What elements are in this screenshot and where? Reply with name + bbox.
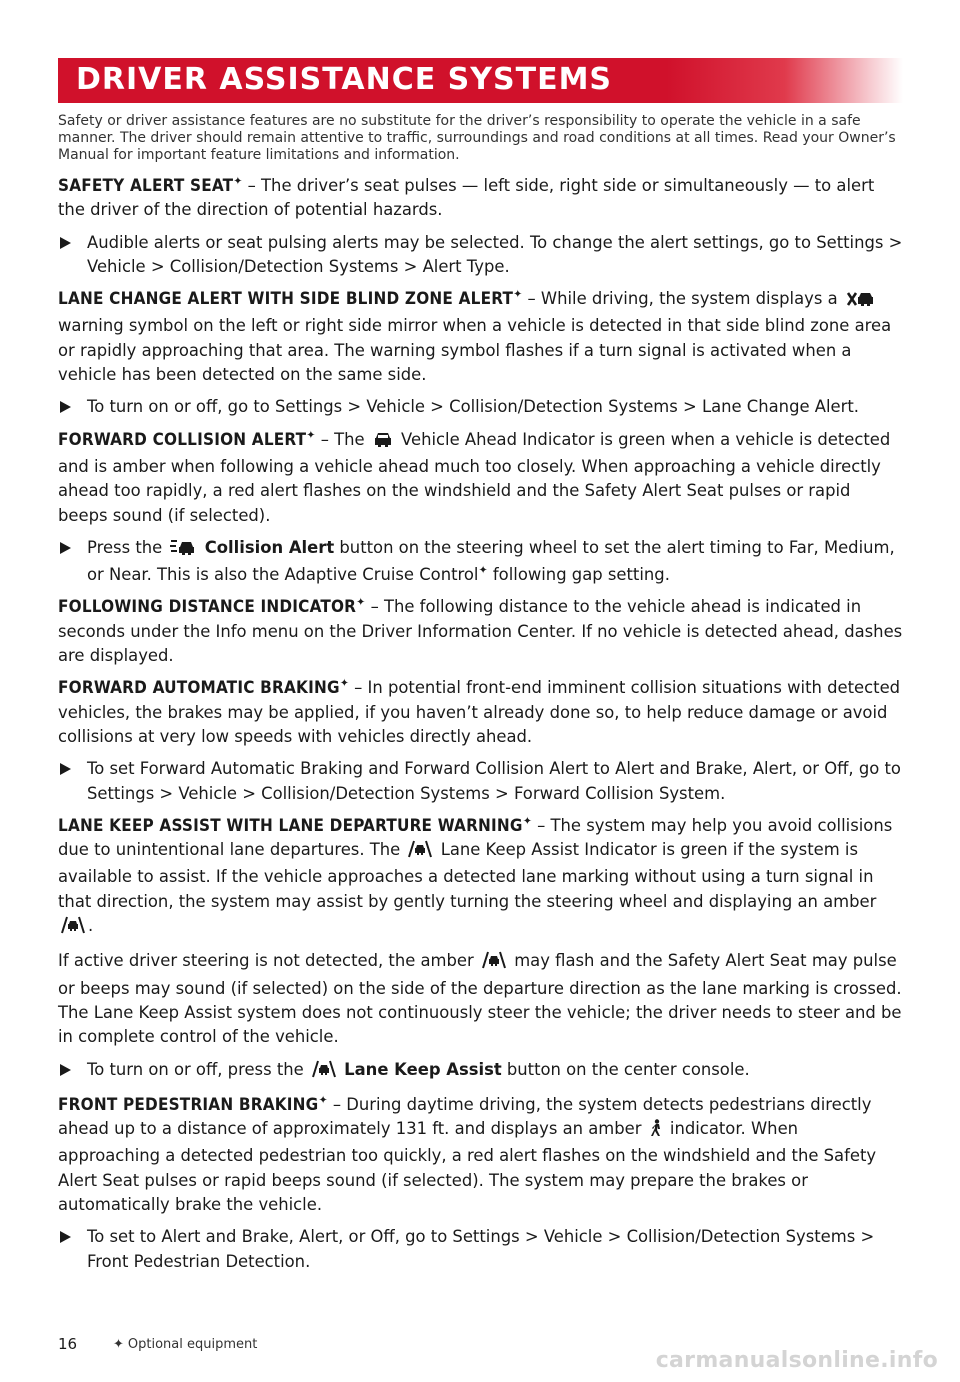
safety-alert-seat-text: – The driver’s seat pulses — left side, right side or simultaneously — to alert the driver of the direction of potential hazards. bbox=[58, 176, 875, 220]
optional-star-icon: ✦ bbox=[513, 287, 523, 301]
front-pedestrian-braking-paragraph bbox=[58, 1093, 904, 1217]
optional-star-icon: ✦ bbox=[306, 428, 316, 442]
optional-star-icon: ✦ bbox=[318, 1093, 328, 1107]
bullet-arrow-icon bbox=[60, 1064, 71, 1076]
page-number: 16 bbox=[58, 1335, 78, 1353]
lane-keep-assist-heading: LANE KEEP ASSIST WITH LANE DEPARTURE WARNING bbox=[58, 815, 523, 836]
bullet-text-a: Press the bbox=[87, 537, 163, 557]
bullet-text: Audible alerts or seat pulsing alerts may be selected. To change the alert settings, go to Settings > Vehicle > Collision/Detection Systems > Alert Type. bbox=[87, 232, 903, 276]
forward-collision-alert-paragraph bbox=[58, 428, 904, 528]
lane-keep-assist-paragraph-2 bbox=[58, 949, 904, 1049]
forward-automatic-braking-paragraph bbox=[58, 676, 904, 749]
front-pedestrian-braking-text-a: – During daytime driving, the system detects pedestrians directly ahead up to a distance of approximately 131 ft. and displays an amber bbox=[58, 1094, 872, 1139]
document-body bbox=[58, 113, 904, 1282]
collision-alert-icon bbox=[170, 538, 196, 563]
lane-keep-assist-icon bbox=[482, 951, 506, 976]
watermark: carmanualsonline.info bbox=[655, 1348, 938, 1373]
lane-keep-assist-icon bbox=[312, 1060, 336, 1085]
lane-keep-assist-text-a: – The system may help you avoid collisions due to unintentional lane departures. The bbox=[58, 815, 893, 860]
lane-keep-assist-text-c: . bbox=[88, 916, 94, 936]
lane-keep-assist-para2-b: may flash and the Safety Alert Seat may pulse or beeps may sound (if selected) on the side of the departure direction as the lane marking is crossed. The Lane Keep Assist system does not continuously steer the vehicle; the driver needs to steer and be in complete control of the vehicle. bbox=[58, 951, 902, 1047]
safety-alert-seat-bullet bbox=[58, 231, 904, 280]
blind-zone-warning-icon bbox=[846, 290, 874, 314]
bullet-arrow-icon bbox=[60, 1231, 71, 1243]
optional-equipment-footnote bbox=[113, 1337, 257, 1352]
front-pedestrian-braking-text-b: indicator. When approaching a detected pedestrian too quickly, a red alert flashes on the windshield and the Safety Alert Seat pulses or rapid beeps sound (if selected). The system may prepare the brakes or automatically brake the vehicle. bbox=[58, 1119, 877, 1214]
safety-alert-seat-heading: SAFETY ALERT SEAT bbox=[58, 176, 234, 196]
lane-keep-assist-bullet bbox=[58, 1058, 904, 1085]
forward-automatic-braking-heading: FORWARD AUTOMATIC BRAKING bbox=[58, 678, 340, 699]
optional-star-icon: ✦ bbox=[339, 676, 349, 690]
optional-star-icon: ✦ bbox=[522, 814, 532, 828]
bullet-arrow-icon bbox=[60, 763, 71, 775]
bullet-arrow-icon bbox=[60, 237, 71, 249]
forward-collision-alert-text-b: Vehicle Ahead Indicator is green when a vehicle is detected and is amber when following a vehicle ahead much too closely. When approaching a vehicle directly ahead too rapidly, a red alert flashes on the windshield and the Safety Alert Seat pulses or rapid beeps sound (if selected). bbox=[58, 429, 891, 525]
bullet-arrow-icon bbox=[60, 542, 71, 554]
lane-change-alert-heading: LANE CHANGE ALERT WITH SIDE BLIND ZONE ALERT bbox=[58, 289, 514, 310]
following-distance-paragraph bbox=[58, 595, 904, 668]
lane-change-alert-paragraph bbox=[58, 287, 904, 387]
bullet-text-c: following gap setting. bbox=[487, 565, 670, 585]
optional-star-icon: ✦ bbox=[356, 595, 366, 609]
safety-disclaimer: Safety or driver assistance features are no substitute for the driver’s responsibility to operate the vehicle in a safe manner. The driver should remain attentive to traffic, surroundings and road conditions at all times. Read your Owner’s Manual for important feature limitations and information. bbox=[58, 113, 896, 163]
lane-change-alert-text-a: – While driving, the system displays a bbox=[522, 289, 838, 309]
lane-change-alert-bullet bbox=[58, 395, 904, 419]
bullet-text: To set Forward Automatic Braking and Forward Collision Alert to Alert and Brake, Alert, or Off, go to Settings > Vehicle > Collision/Detection Systems > Forward Collision System. bbox=[87, 759, 901, 803]
bullet-arrow-icon bbox=[60, 401, 71, 413]
optional-star-icon: ✦ bbox=[478, 563, 488, 577]
optional-star-icon: ✦ bbox=[113, 1337, 124, 1352]
section-banner bbox=[58, 58, 903, 103]
safety-alert-seat-paragraph bbox=[58, 174, 904, 223]
forward-collision-alert-bullet bbox=[58, 536, 904, 588]
lane-keep-assist-para2-a: If active driver steering is not detected, the amber bbox=[58, 951, 474, 971]
front-pedestrian-braking-bullet bbox=[58, 1225, 904, 1274]
vehicle-ahead-icon bbox=[373, 431, 393, 455]
front-pedestrian-braking-heading: FRONT PEDESTRIAN BRAKING bbox=[58, 1094, 319, 1115]
bullet-text: To turn on or off, go to Settings > Vehicle > Collision/Detection Systems > Lane Change Alert. bbox=[87, 397, 859, 417]
section-title: DRIVER ASSISTANCE SYSTEMS bbox=[76, 62, 613, 97]
lane-keep-assist-label: Lane Keep Assist bbox=[344, 1059, 502, 1079]
bullet-text: To set to Alert and Brake, Alert, or Off, go to Settings > Vehicle > Collision/Detection Systems > Front Pedestrian Detection. bbox=[87, 1227, 875, 1271]
following-distance-heading: FOLLOWING DISTANCE INDICATOR bbox=[58, 597, 357, 618]
lane-keep-assist-icon bbox=[61, 916, 85, 941]
collision-alert-label: Collision Alert bbox=[204, 537, 335, 557]
bullet-text-b: button on the steering wheel to set the alert timing to Far, Medium, or Near. This is also the Adaptive Cruise Control bbox=[87, 537, 895, 585]
forward-automatic-braking-text: – In potential front-end imminent collision situations with detected vehicles, the brakes may be applied, if you haven’t already done so, to help reduce damage or avoid collisions at very low speeds with vehicles directly ahead. bbox=[58, 678, 901, 746]
forward-collision-alert-text-a: – The bbox=[315, 429, 365, 449]
bullet-text-b: button on the center console. bbox=[501, 1059, 750, 1079]
lane-keep-assist-text-b: Lane Keep Assist Indicator is green if the system is available to assist. If the vehicle approaches a detected lane marking without using a turn signal in that direction, the system may assist by gently turning the steering wheel and displaying an amber bbox=[58, 840, 877, 911]
pedestrian-icon bbox=[650, 1119, 662, 1144]
lane-keep-assist-paragraph bbox=[58, 814, 904, 941]
bullet-text-a: To turn on or off, press the bbox=[87, 1059, 304, 1079]
forward-collision-alert-heading: FORWARD COLLISION ALERT bbox=[58, 429, 307, 450]
following-distance-text: – The following distance to the vehicle ahead is indicated in seconds under the Info menu on the Driver Information Center. If no vehicle is detected ahead, dashes are displayed. bbox=[58, 597, 903, 666]
forward-automatic-braking-bullet bbox=[58, 757, 904, 806]
optional-star-icon: ✦ bbox=[233, 174, 243, 188]
lane-change-alert-text-b: warning symbol on the left or right side mirror when a vehicle is detected in that side blind zone area or rapidly approaching that area. The warning symbol flashes if a turn signal is activated when a vehicle has been detected on the same side. bbox=[58, 316, 892, 385]
lane-keep-assist-icon bbox=[408, 840, 432, 865]
footnote-text: Optional equipment bbox=[127, 1337, 258, 1352]
